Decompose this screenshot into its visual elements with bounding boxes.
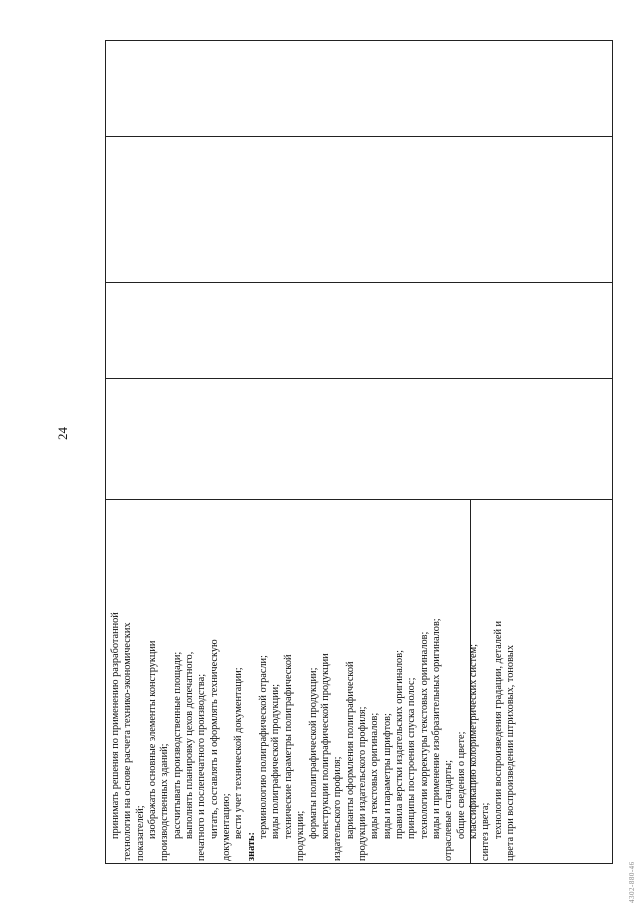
text-line: отраслевые стандарты; <box>443 760 455 861</box>
text-line: технологии корректуры текстовых оригиналов; <box>418 631 430 839</box>
text-line: виды и применение изобразительных оригиналов; <box>430 618 442 839</box>
document-table <box>105 40 613 864</box>
text-line: продукции издательского профиля; <box>356 706 368 861</box>
column-divider <box>106 499 612 500</box>
text-line: конструкции полиграфической продукции <box>319 653 331 839</box>
text-line: принципы построения спуска полос; <box>406 677 418 839</box>
column-divider <box>106 282 612 283</box>
text-line: издательского профиля; <box>332 756 344 861</box>
text-line: варианты оформления полиграфической <box>344 661 356 839</box>
text-line: изображать основные элементы конструкции <box>147 640 159 839</box>
text-line: правила верстки издательских оригиналов; <box>393 650 405 839</box>
text-line: выполнять планировку цехов допечатного, <box>184 651 196 839</box>
competency-text <box>110 505 517 861</box>
text-line: производственных зданий; <box>159 743 171 861</box>
text-line: печатного и послепечатного производства; <box>196 673 208 861</box>
text-line: технологии воспроизведения градации, деталей и <box>492 620 504 839</box>
text-line: читать, составлять и оформлять техническую <box>208 639 220 839</box>
text-line: форматы полиграфической продукции; <box>307 667 319 839</box>
text-line: рассчитывать производственные площади; <box>171 651 183 839</box>
text-line: показателей; <box>134 805 146 861</box>
text-line: документацию; <box>221 793 233 861</box>
text-line: общие сведения о цвете; <box>455 731 467 839</box>
rotated-content-cell <box>106 501 614 865</box>
text-line: синтез цвета; <box>480 802 492 861</box>
text-line: продукции; <box>295 810 307 861</box>
text-line: виды и параметры шрифтов; <box>381 713 393 839</box>
page-number: 24 <box>55 427 70 440</box>
text-line: вести учет технической документации; <box>233 667 245 839</box>
text-line: технологии на основе расчета технико-экономических <box>122 622 134 861</box>
text-line: технические параметры полиграфической <box>282 654 294 839</box>
text-line: виды текстовых оригиналов; <box>369 712 381 839</box>
text-line: принимать решения по применению разработанной <box>110 612 121 839</box>
column-divider <box>106 378 612 379</box>
text-line: классификацию колориметрических систем; <box>467 644 479 839</box>
text-line: виды полиграфической продукции; <box>270 684 282 839</box>
text-line: цвета при воспроизведении штриховых, тоновых <box>505 645 516 861</box>
text-line: терминологию полиграфической отрасли; <box>258 655 270 839</box>
column-divider <box>106 136 612 137</box>
know-heading: знать: <box>245 832 257 861</box>
footer-code: 4302-880-46 <box>628 861 636 903</box>
